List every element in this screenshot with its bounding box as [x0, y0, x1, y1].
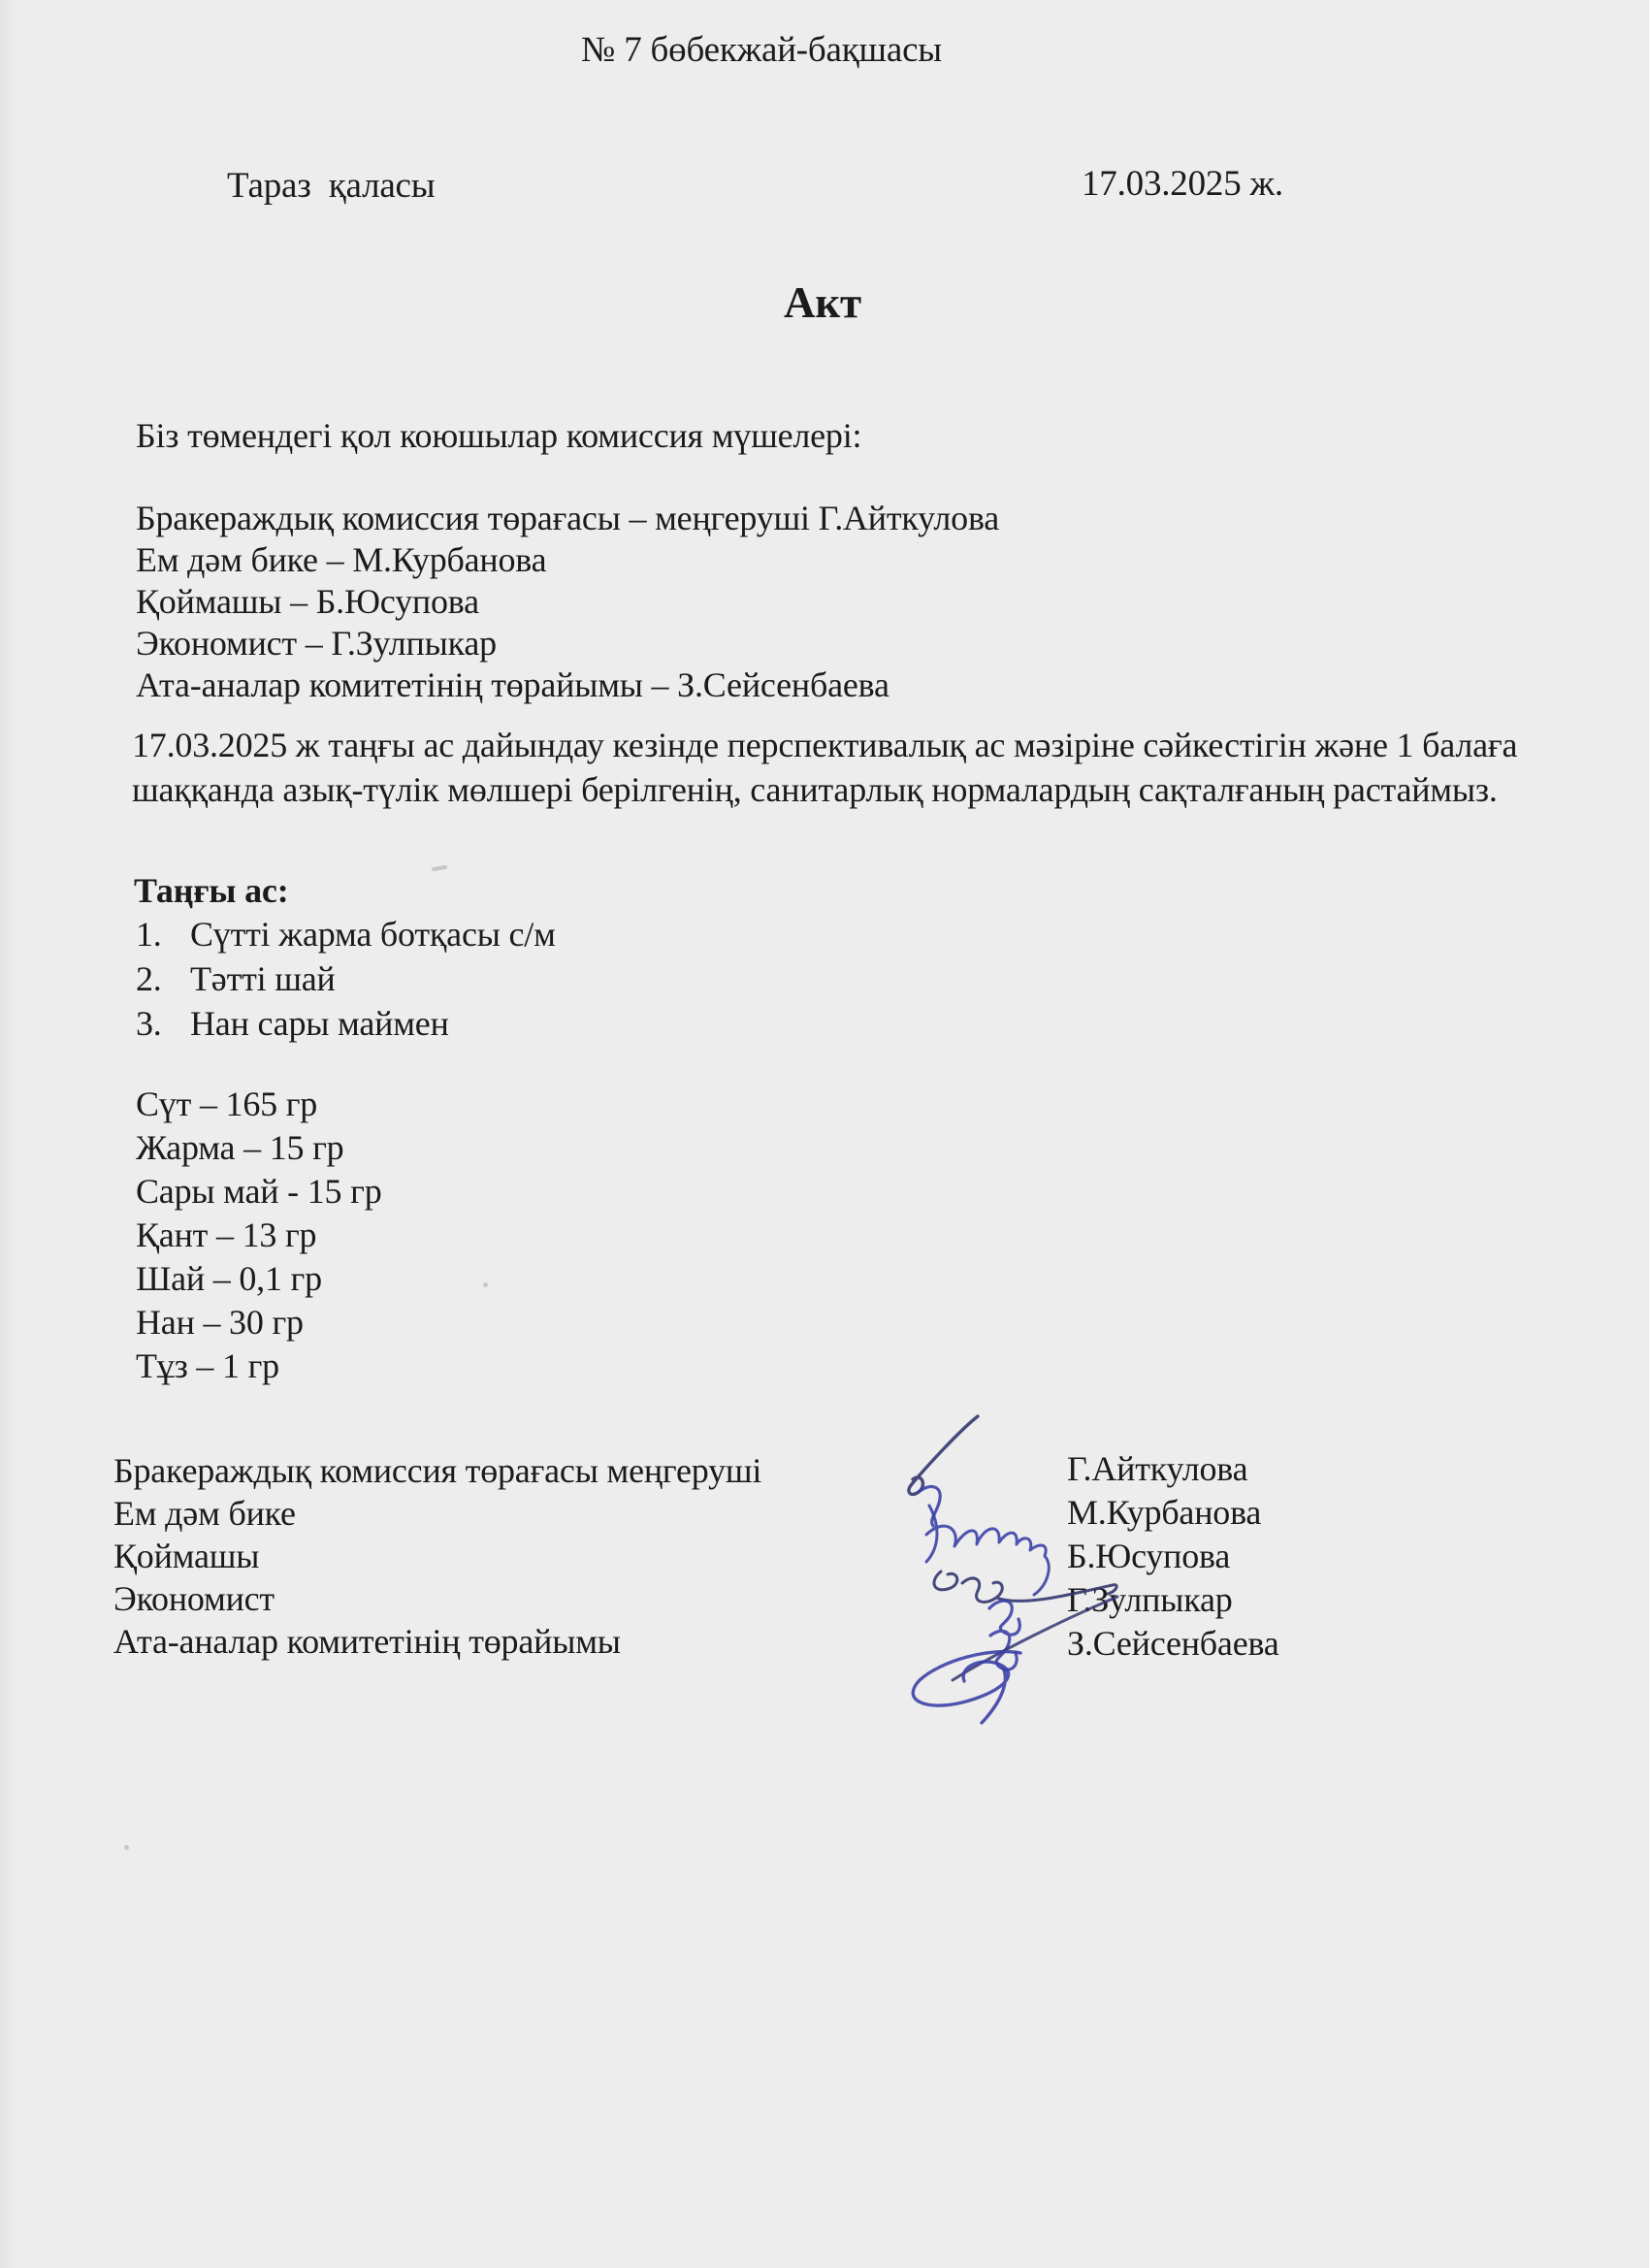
- handwritten-signatures-ink: [873, 1397, 1145, 1746]
- meal-item-label: Нан сары маймен: [190, 1004, 449, 1043]
- signature-role: Ем дәм бике: [113, 1494, 296, 1533]
- signature-name: М.Курбанова: [1067, 1493, 1262, 1532]
- ingredient-line: Шай – 0,1 гр: [136, 1259, 322, 1298]
- commission-member: Бракераждық комиссия төрағасы – меңгеруші Г.Айткулова: [136, 499, 1000, 537]
- ingredient-line: Нан – 30 гр: [136, 1303, 304, 1342]
- meal-item-label: Тәтті шай: [190, 959, 336, 998]
- commission-member: Ем дәм бике – М.Курбанова: [136, 540, 547, 579]
- meal-item: [136, 956, 556, 1001]
- institution-title: № 7 бөбекжай-бақшасы: [581, 30, 942, 70]
- meal-heading: Таңғы ас:: [134, 871, 289, 910]
- statement-paragraph: 17.03.2025 ж таңғы ас дайындау кезінде перспективалық ас мәзіріне сәйкестігін және 1 балаға шаққанда азық-түлік мөлшері берілгенің, санитарлық нормалардың сақталғаның растаймыз.: [132, 726, 1518, 809]
- ingredient-line: Тұз – 1 гр: [136, 1346, 279, 1385]
- scan-artifact-dot: [124, 1845, 129, 1850]
- ingredients-list: [136, 1083, 382, 1388]
- signature-name: Г.Зулпыкар: [1067, 1580, 1233, 1619]
- meal-item: [136, 912, 556, 956]
- signature-name: Б.Юсупова: [1067, 1537, 1231, 1575]
- meal-item-number: 3.: [136, 1004, 162, 1043]
- meal-item-number: 2.: [136, 959, 162, 998]
- commission-member: Қоймашы – Б.Юсупова: [136, 582, 479, 621]
- scan-artifact-dot: [483, 1282, 488, 1287]
- date-label: 17.03.2025 ж.: [1082, 164, 1283, 204]
- ingredient-line: Сүт – 165 гр: [136, 1085, 318, 1123]
- meal-item-number: 1.: [136, 915, 162, 954]
- city-label: Тараз қаласы: [227, 166, 436, 206]
- meal-item-label: Сүтті жарма ботқасы с/м: [190, 915, 556, 954]
- ingredient-line: Жарма – 15 гр: [136, 1128, 344, 1167]
- commission-list: [136, 498, 999, 706]
- ingredient-line: Сары май - 15 гр: [136, 1172, 382, 1211]
- signature-name: З.Сейсенбаева: [1067, 1624, 1279, 1663]
- signature-name: Г.Айткулова: [1067, 1449, 1248, 1488]
- signature-roles-column: [113, 1449, 761, 1663]
- commission-member: Экономист – Г.Зулпыкар: [136, 624, 497, 663]
- intro-line: Біз төмендегі қол коюшылар комиссия мүшелері:: [136, 416, 862, 455]
- signature-role: Ата-аналар комитетінің төрайымы: [113, 1622, 621, 1661]
- document-title: Акт: [784, 278, 861, 327]
- scan-artifact-dash: [432, 865, 447, 872]
- signature-role: Бракераждық комиссия төрағасы меңгеруші: [113, 1451, 762, 1490]
- signature-role: Қоймашы: [113, 1537, 260, 1575]
- meal-item: [136, 1001, 556, 1046]
- signature-role: Экономист: [113, 1579, 275, 1618]
- commission-member: Ата-аналар комитетінің төрайымы – З.Сейсенбаева: [136, 665, 889, 704]
- meal-list: [136, 912, 556, 1046]
- ingredient-line: Қант – 13 гр: [136, 1215, 317, 1254]
